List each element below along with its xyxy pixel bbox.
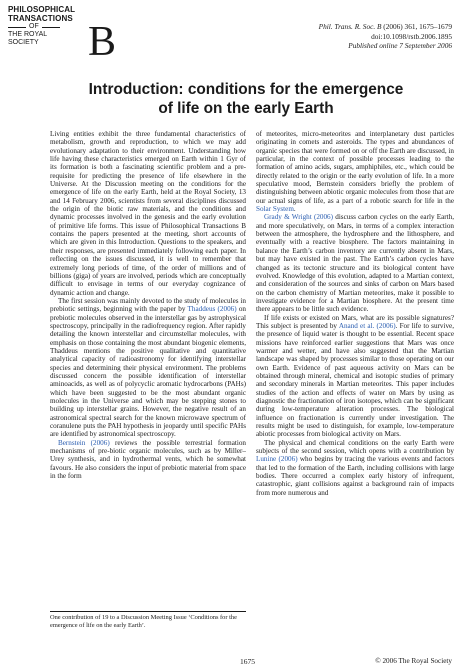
logo-line-society: SOCIETY bbox=[8, 39, 39, 46]
article-title bbox=[40, 80, 452, 118]
logo-rule bbox=[42, 27, 60, 28]
title-line-1: Introduction: conditions for the emergence bbox=[88, 81, 404, 98]
paragraph-text: of meteorites, micro-meteorites and interplanetary dust particles originating in comets and asteroids. The types and abundances of organic species that were formed on or off the Earth are discussed, in particular, in the context of possible processes leading to the formation of amino acids, sugars, amphiphiles, etc., which could be directly related to the origin or the early evolution of life. In a more speculative mood, Bernstein considers briefly the problem of distinguishing between abiotic organic molecules from those that are our actual signs of life, as a part of a robotic search for life in the bbox=[256, 130, 454, 205]
citation-link[interactable]: Anand et al. (2006) bbox=[338, 321, 396, 330]
paragraph: Living entities exhibit the three fundamental characteristics of metabolism, growth and reproduction, to which we may add evolutionary adaptation to their environment. Understanding how life having these characteristics emerged on Earth within 1 Gyr of its formation is both a fascinating scientific problem and a pre-requisite for predicting the presence of life elsewhere in the Universe. At the Discussion meeting on the conditions for the emergence of life on the early Earth, held at the Royal Society, 13 and 14 February 2006, scientists from several disciplines discussed the origin of the biotic raw materials, and the conditions and dynamic processes involved in the genesis and the early evolution of primitive life forms. This issue of Philosophical Transactions B contains the papers presented at the meeting, short accounts of which are given in this Introduction. Questions to the speakers, and their responses, are presented immediately following each paper. In reflecting on the issues discussed, it is well to remember that extremely long periods of time, of the order of millions and of billions (giga) of years are involved, periods which are conceptually difficult to envisage in terms of our everyday cognizance of dynamic action and change. bbox=[50, 130, 246, 297]
logo-line-transactions: TRANSACTIONS bbox=[8, 13, 73, 23]
journal-name: Phil. Trans. R. Soc. B bbox=[318, 22, 382, 31]
title-line-2: of life on the early Earth bbox=[158, 100, 334, 117]
logo-line-the-royal: THE ROYAL bbox=[8, 31, 48, 38]
citation-link[interactable]: Thaddeus (2006) bbox=[187, 305, 237, 314]
paragraph bbox=[256, 439, 454, 497]
paragraph bbox=[256, 213, 454, 313]
citation-link[interactable]: Bernstein (2006) bbox=[58, 438, 110, 447]
page-number: 1675 bbox=[240, 657, 255, 666]
paragraph-text: on prebiotic molecules observed in the interstellar gas by astrophysical spectroscopy, principally in the radiofrequency region. After rapidly detailing the known interstellar and circumstellar molecules, with emphasis on those containing the most abundant biogenic elements, Thaddeus mentions the positive qualitative and quantitative analytical capacity of radioastronomy for identifying interstellar species and determining their physical environment. The problems discussed concern the possible identification of interstellar aminoacids, as well as of polycyclic aromatic hydrocarbons (PAHs) which have been suggested to be the most abundant organic molecules in the Universe and which may be stepping stones to building up interstellar grains. However, the negative result of an astronomical spectral search for the known microwave spectrum of coranulene puts the PAH hypothesis in jeopardy until specific PAHs are identified by astronomical spectroscopy. bbox=[50, 305, 246, 439]
paragraph bbox=[256, 314, 454, 439]
paragraph-text: The first session was mainly devoted to the study of molecules in prebiotic settings, beginning with the paper by bbox=[50, 296, 246, 314]
logo-line-philosophical: PHILOSOPHICAL bbox=[8, 5, 76, 14]
paragraph bbox=[50, 439, 246, 481]
citation-link[interactable]: Lunine (2006) bbox=[256, 455, 298, 464]
citation-link[interactable]: Solar System bbox=[256, 205, 294, 214]
paragraph bbox=[256, 130, 454, 213]
footnote: One contribution of 19 to a Discussion Meeting Issue ‘Conditions for the emergence of life on the early Earth’. bbox=[50, 614, 237, 629]
journal-logo bbox=[8, 6, 120, 66]
paragraph bbox=[50, 297, 246, 439]
doi[interactable]: doi:10.1098/rstb.2006.1895 bbox=[371, 31, 452, 41]
logo-of-text: OF bbox=[29, 23, 39, 30]
right-column bbox=[256, 130, 454, 497]
logo-rule bbox=[8, 27, 26, 28]
paragraph-text: If life exists or existed on Mars, what are its possible signatures? This subject is presented by bbox=[256, 313, 454, 330]
published-date: Published online 7 September 2006 bbox=[348, 41, 452, 51]
paragraph-text: who begins by tracing the various events and factors that led to the formation of the Earth, including collisions with large bodies. There occurred a complex early history of infrequent, catastrophic, giant collisions against a background rain of impacts from more numerous and bbox=[256, 455, 454, 497]
footnote-divider bbox=[50, 611, 246, 612]
logo-letter-b: B bbox=[88, 19, 117, 65]
citation-link[interactable]: Grady & Wright (2006) bbox=[264, 213, 333, 222]
paragraph-text: . For life to survive, the presence of liquid water is thought to be essential. Recent space missions have reinforced earlier suggestions that Mars was once warmer and wetter, and have also suggested that the Martian landscape was shaped by processes similar to those operating on our own Earth. Evidence of past aqueous activity on Mars can be obtained through mineral, chemical and isotopic studies of primary and secondary minerals in Martian meteorites. This paper includes studies of the action and effects of water on Mars by using as diagnostic the fractionation of iron isotopes, which can be significant during low-temperature alteration processes. The biological influence on fractionation is currently under investigation. The results might be used to distinguish, for example, low-temperature abiotic processes from biological activity on Mars. bbox=[256, 321, 454, 439]
copyright-notice: © 2006 The Royal Society bbox=[375, 657, 452, 665]
paragraph-text: . bbox=[293, 205, 296, 214]
journal-volume-pages: (2006) 361, 1675–1679 bbox=[381, 22, 452, 31]
left-column bbox=[50, 130, 246, 480]
paragraph-text: reviews the possible terrestrial formation mechanisms of pre-biotic organic molecules, such as by Miller–Urey synthesis, and in hydrothermal vents, which he somewhat favours. He also considers the input of prebiotic material from space in the form bbox=[50, 438, 246, 481]
paragraph-text: The physical and chemical conditions on the early Earth were subjects of the second session, which opens with a contribution by bbox=[256, 438, 454, 456]
journal-citation bbox=[319, 22, 452, 51]
paragraph-text: discuss carbon cycles on the early Earth, and more speculatively, on Mars, in terms of a complex interaction between the atmosphere, the hydrosphere and the lithosphere, and eventually with a reactive biosphere. The factors maintaining in balance the Earth’s carbon inventory are currently absent in Mars, but may have existed in the past. The Earth’s carbon cycles have changed as its tectonic structure and its biological content have evolved. Knowledge of this evolution, adapted to a Martian context, and consideration of the sources and sinks of carbon on Mars based on the carbon chemistry of Martian meteorites, make it possible to investigate evidence for a Martian biosphere. At the present time there appears to be little such evidence. bbox=[256, 213, 455, 314]
